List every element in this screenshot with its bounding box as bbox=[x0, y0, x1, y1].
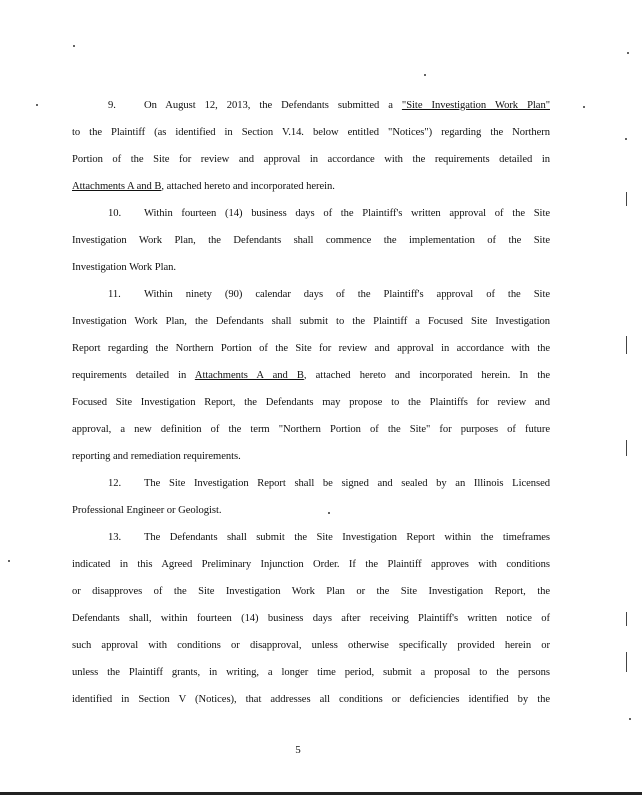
paragraph-12-number: 12. bbox=[108, 478, 122, 489]
paragraph-13-line-2: indicated in this Agreed Preliminary Injunction Order. If the Plaintiff approves with conditions bbox=[72, 559, 550, 570]
paragraph-10-number: 10. bbox=[108, 208, 122, 219]
paragraph-11-line-6: approval, a new definition of the term "Northern Portion of the Site" for purposes of future bbox=[72, 424, 550, 435]
scan-speck bbox=[625, 138, 627, 140]
paragraph-13-line-6: unless the Plaintiff grants, in writing, a longer time period, submit a proposal to the persons bbox=[72, 667, 550, 678]
paragraph-13-line-7: identified in Section V (Notices), that addresses all conditions or deficiencies identified by the bbox=[72, 694, 550, 705]
paragraph-11-line-2: Investigation Work Plan, the Defendants shall submit to the Plaintiff a Focused Site Investigation bbox=[72, 316, 550, 327]
paragraph-13-number: 13. bbox=[108, 532, 122, 543]
paragraph-11-line-5: Focused Site Investigation Report, the Defendants may propose to the Plaintiffs for review and bbox=[72, 397, 550, 408]
scan-speck bbox=[627, 52, 629, 54]
scan-speck bbox=[629, 718, 631, 720]
scan-margin-mark bbox=[626, 440, 627, 456]
paragraph-11-line-4: requirements detailed in Attachments A and B, attached hereto and incorporated herein. In the bbox=[72, 370, 550, 381]
paragraph-10-line-3: Investigation Work Plan. bbox=[72, 262, 176, 273]
attachments-reference: Attachments A and B bbox=[72, 181, 162, 192]
paragraph-10-line-2: Investigation Work Plan, the Defendants shall commence the implementation of the Site bbox=[72, 235, 550, 246]
scan-bottom-edge bbox=[0, 792, 642, 795]
paragraph-9-number: 9. bbox=[108, 100, 116, 111]
scan-margin-mark bbox=[626, 652, 627, 672]
scan-speck bbox=[583, 106, 585, 108]
page-number: 5 bbox=[295, 744, 301, 756]
scan-margin-mark bbox=[626, 612, 627, 626]
scan-speck bbox=[73, 45, 75, 47]
paragraph-10-line-1: 10. Within fourteen (14) business days of the Plaintiff's written approval of the Site bbox=[108, 208, 550, 219]
scan-margin-mark bbox=[626, 336, 627, 354]
attachments-reference: Attachments A and B bbox=[194, 370, 304, 381]
paragraph-12-line-1: 12. The Site Investigation Report shall be signed and sealed by an Illinois Licensed bbox=[108, 478, 550, 489]
paragraph-9-line-2: to the Plaintiff (as identified in Section V.14. below entitled "Notices") regarding the Northern bbox=[72, 127, 550, 138]
paragraph-9-line-4: Attachments A and B, attached hereto and incorporated herein. bbox=[72, 181, 335, 192]
paragraph-11-line-1: 11. Within ninety (90) calendar days of the Plaintiff's approval of the Site bbox=[108, 289, 550, 300]
paragraph-9-line-1: 9. On August 12, 2013, the Defendants submitted a "Site Investigation Work Plan" bbox=[108, 100, 550, 111]
scan-margin-mark bbox=[626, 192, 627, 206]
paragraph-11-line-7: reporting and remediation requirements. bbox=[72, 451, 241, 462]
paragraph-13-line-1: 13. The Defendants shall submit the Site Investigation Report within the timeframes bbox=[108, 532, 550, 543]
paragraph-13-line-4: Defendants shall, within fourteen (14) business days after receiving Plaintiff's written notice of bbox=[72, 613, 550, 624]
scan-speck bbox=[36, 104, 38, 106]
scan-speck bbox=[8, 560, 10, 562]
scan-speck bbox=[328, 512, 330, 514]
paragraph-13-line-3: or disapproves of the Site Investigation Work Plan or the Site Investigation Report, the bbox=[72, 586, 550, 597]
paragraph-9-line-3: Portion of the Site for review and approval in accordance with the requirements detailed in bbox=[72, 154, 550, 165]
paragraph-11-line-3: Report regarding the Northern Portion of the Site for review and approval in accordance with the bbox=[72, 343, 550, 354]
paragraph-11-number: 11. bbox=[108, 289, 121, 300]
paragraph-13-line-5: such approval with conditions or disapproval, unless otherwise specifically provided herein or bbox=[72, 640, 550, 651]
scan-speck bbox=[424, 74, 426, 76]
paragraph-12-line-2: Professional Engineer or Geologist. bbox=[72, 505, 222, 516]
